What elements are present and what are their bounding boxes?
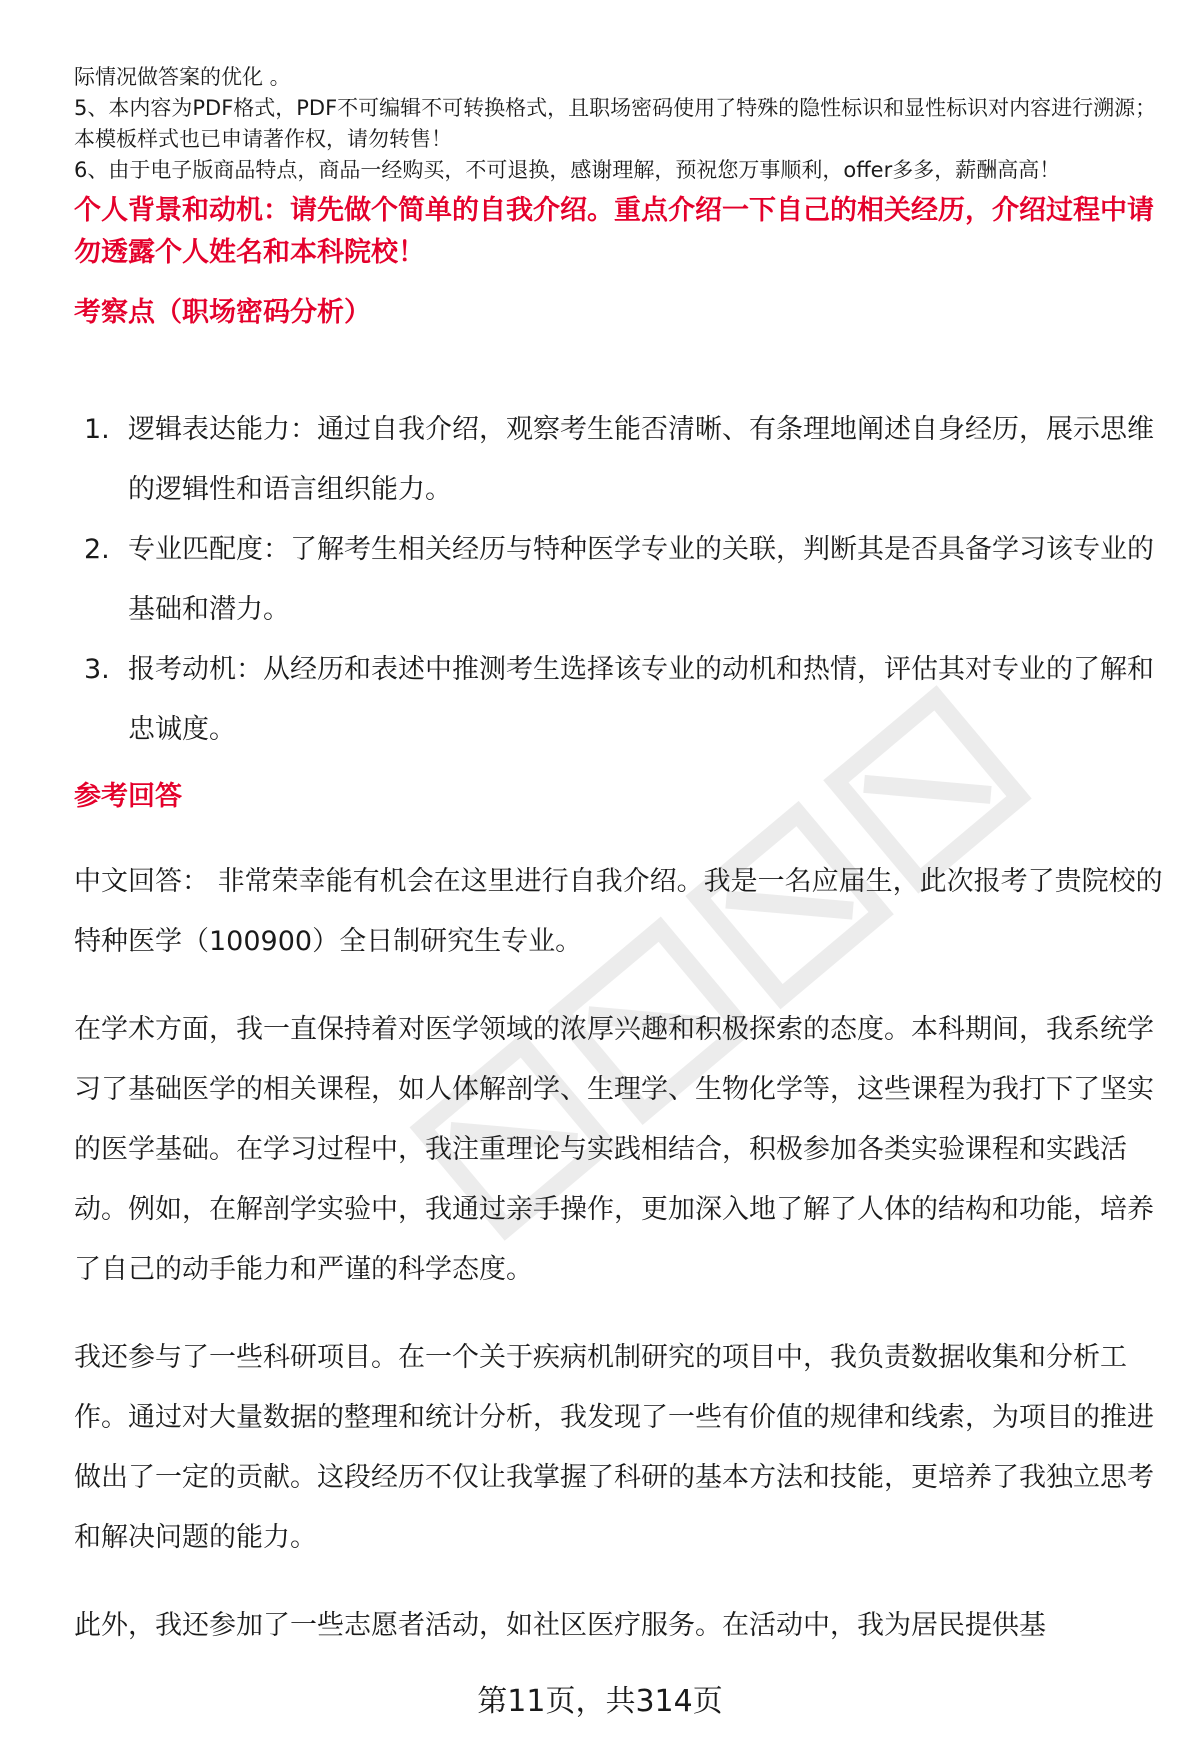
- question-heading: 个人背景和动机：请先做个简单的自我介绍。重点介绍一下自己的相关经历，介绍过程中请勿透露个人姓名和本科院校！: [74, 195, 1154, 268]
- list-item: [84, 520, 1164, 640]
- answer-paragraph: 在学术方面，我一直保持着对医学领域的浓厚兴趣和积极探索的态度。本科期间，我系统学习了基础医学的相关课程，如人体解剖学、生理学、生物化学等，这些课程为我打下了坚实的医学基础。在学习过程中，我注重理论与实践相结合，积极参加各类实验课程和实践活动。例如，在解剖学实验中，我通过亲手操作，更加深入地了解了人体的结构和功能，培养了自己的动手能力和严谨的科学态度。: [74, 1014, 1154, 1285]
- focus-heading: 考察点（职场密码分析）: [74, 297, 371, 328]
- page-number: 第11页，共314页: [477, 1684, 723, 1719]
- note-line: 5、本内容为PDF格式，PDF不可编辑不可转换格式，且职场密码使用了特殊的隐性标识和显性标识对内容进行溯源；本模板样式也已申请著作权，请勿转售！: [74, 96, 1157, 151]
- list-text: 逻辑表达能力：通过自我介绍，观察考生能否清晰、有条理地阐述自身经历，展示思维的逻辑性和语言组织能力。: [128, 414, 1154, 505]
- notes-block: [74, 62, 1164, 186]
- answer-paragraph: 中文回答： 非常荣幸能有机会在这里进行自我介绍。我是一名应届生，此次报考了贵院校的特种医学（100900）全日制研究生专业。: [74, 866, 1163, 957]
- list-item: [84, 640, 1164, 760]
- list-number: 3.: [84, 654, 110, 685]
- focus-list: [84, 400, 1164, 760]
- list-number: 2.: [84, 534, 110, 565]
- list-text: 专业匹配度：了解考生相关经历与特种医学专业的关联，判断其是否具备学习该专业的基础和潜力。: [128, 534, 1154, 625]
- list-item: [84, 400, 1164, 520]
- answer-paragraph: 此外，我还参加了一些志愿者活动，如社区医疗服务。在活动中，我为居民提供基: [74, 1610, 1046, 1641]
- answer-heading: 参考回答: [74, 781, 182, 812]
- list-number: 1.: [84, 414, 110, 445]
- note-line: 际情况做答案的优化 。: [74, 65, 291, 89]
- note-line: 6、由于电子版商品特点，商品一经购买，不可退换，感谢理解，预祝您万事顺利，offer多多，薪酬高高！: [74, 158, 1061, 182]
- answer-paragraph: 我还参与了一些科研项目。在一个关于疾病机制研究的项目中，我负责数据收集和分析工作。通过对大量数据的整理和统计分析，我发现了一些有价值的规律和线索，为项目的推进做出了一定的贡献。这段经历不仅让我掌握了科研的基本方法和技能，更培养了我独立思考和解决问题的能力。: [74, 1342, 1154, 1553]
- list-text: 报考动机：从经历和表述中推测考生选择该专业的动机和热情，评估其对专业的了解和忠诚度。: [128, 654, 1154, 745]
